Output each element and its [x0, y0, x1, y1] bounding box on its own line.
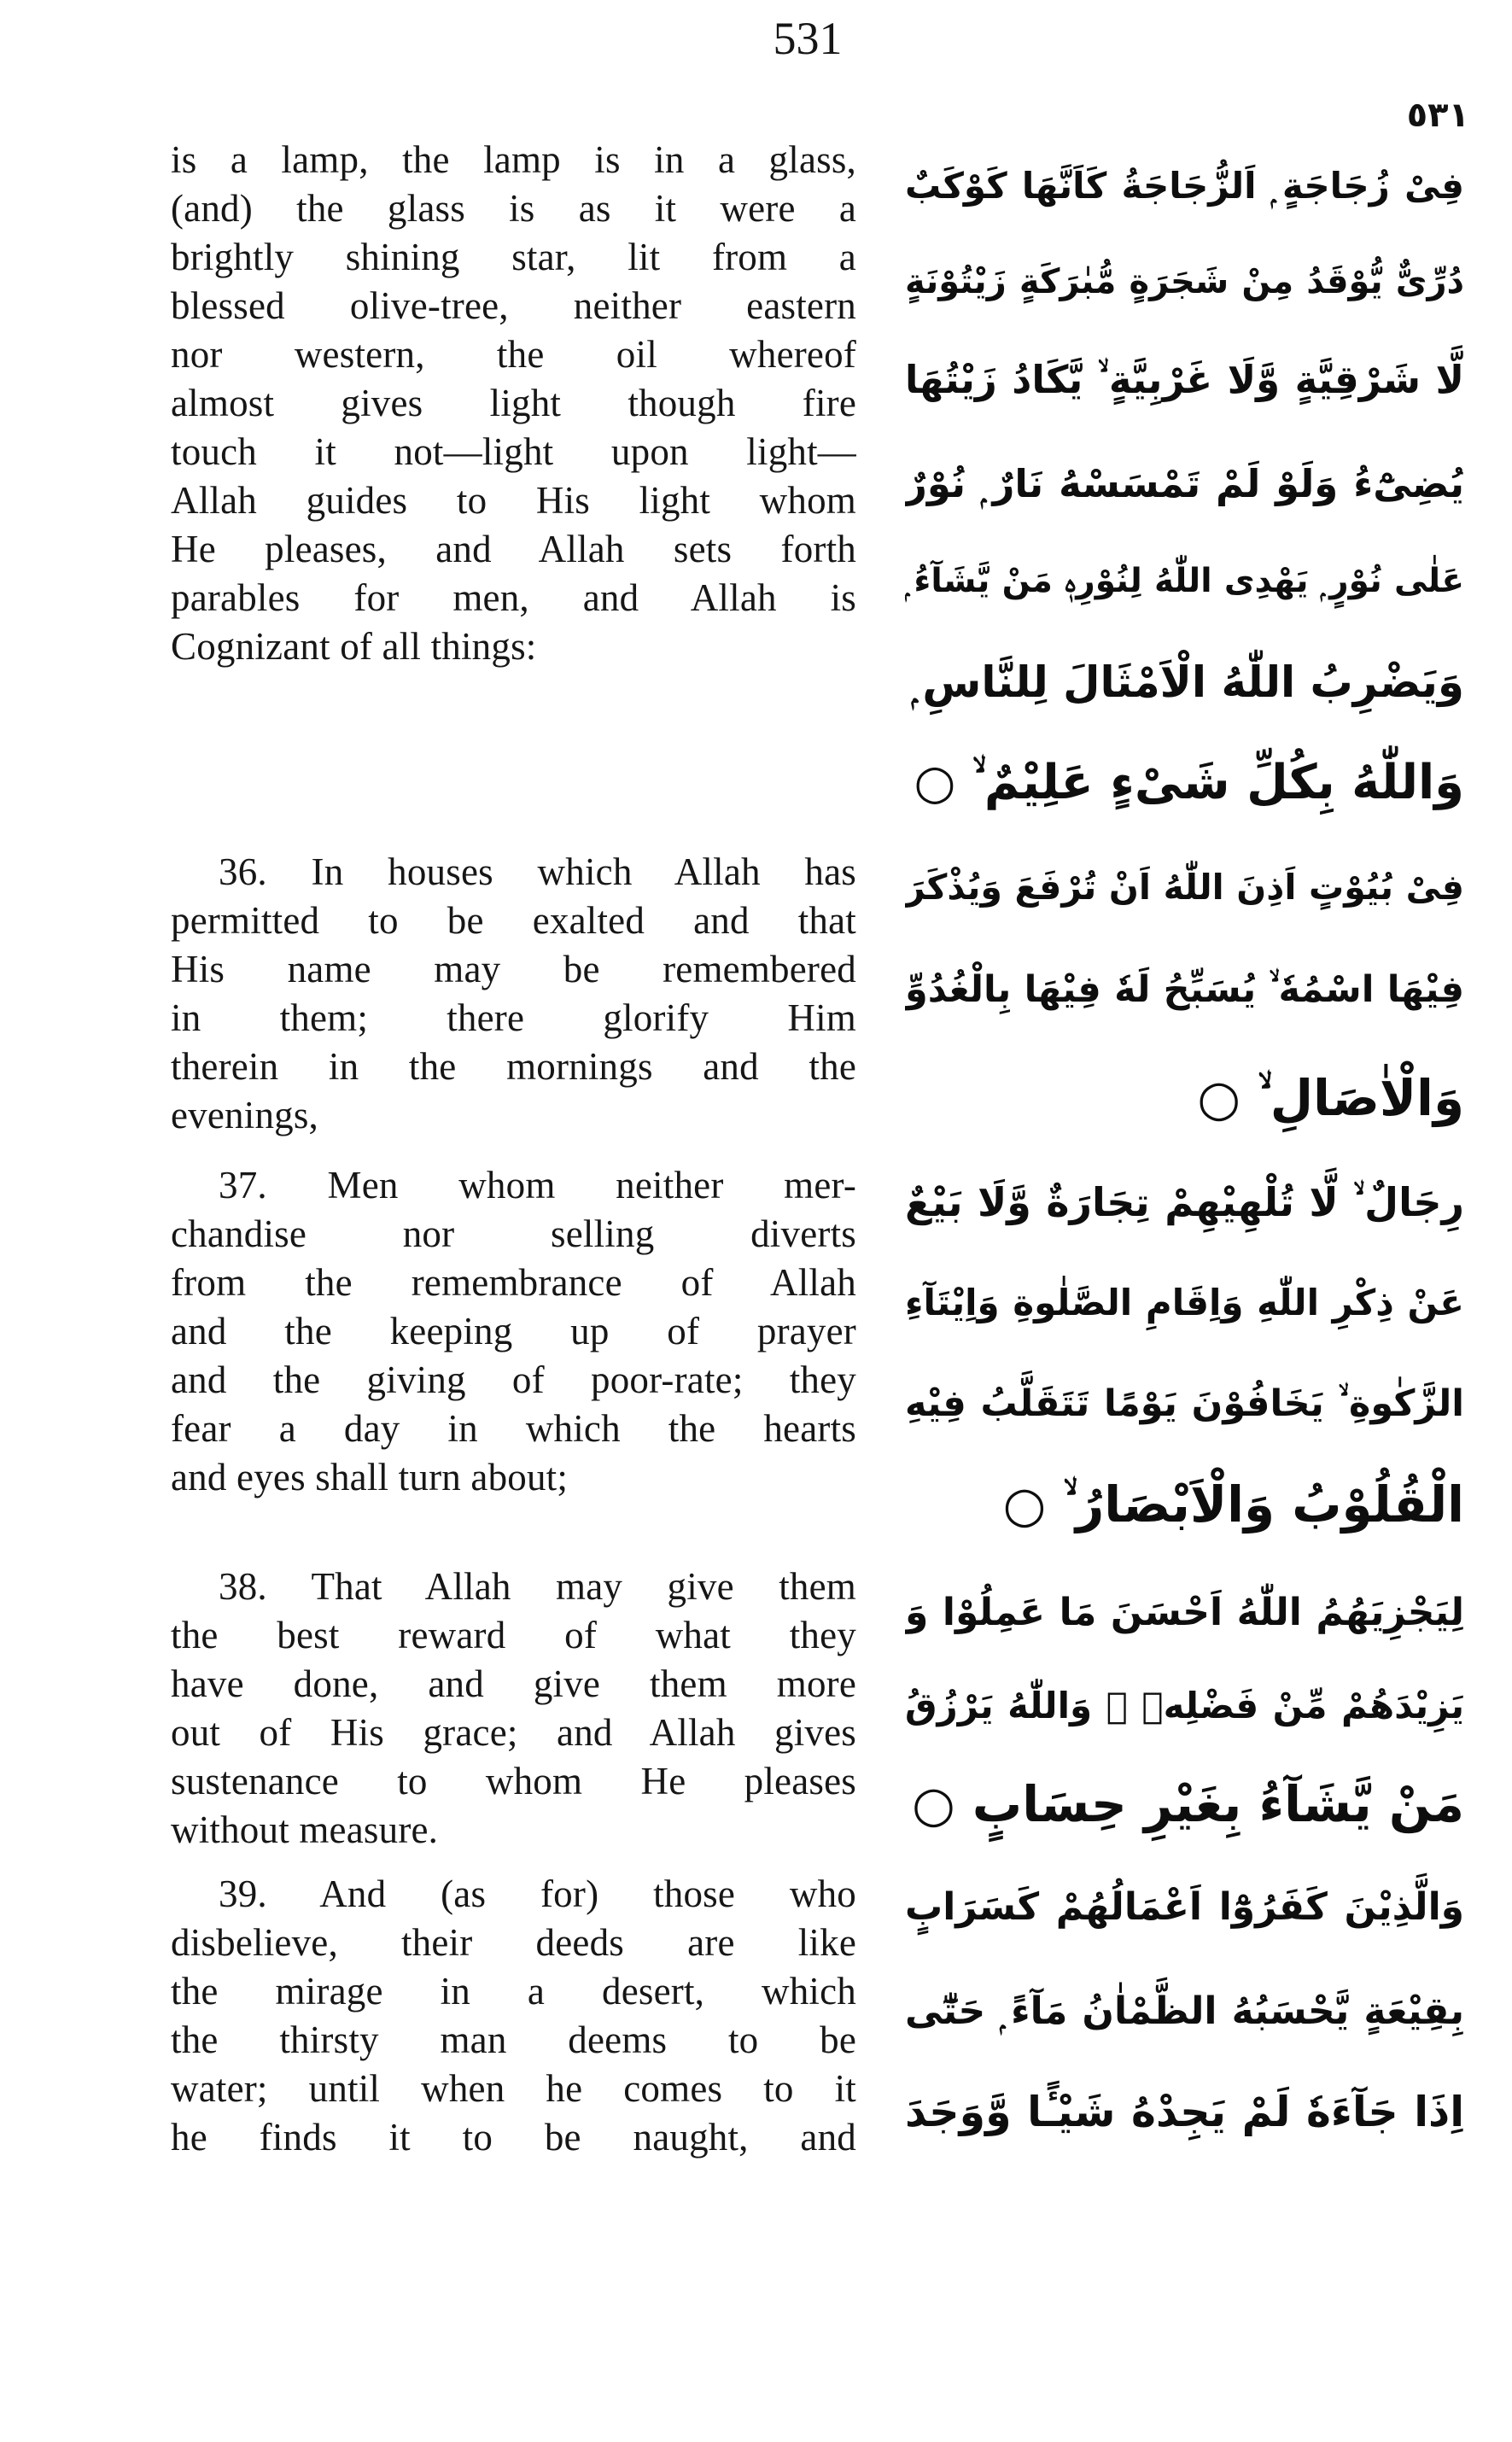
translation-line: and the giving of poor-rate; they — [171, 1358, 856, 1401]
translation-line: 36. In houses which Allah has — [219, 850, 856, 893]
translation-line: the best reward of what they — [171, 1614, 856, 1656]
translation-paragraph-verse-38 — [171, 1563, 856, 1855]
translation-line: fear a day in which the hearts — [171, 1407, 856, 1450]
translation-line: disbelieve, their deeds are like — [171, 1921, 856, 1964]
translation-line: touch it not—light upon light— — [171, 430, 856, 473]
translation-line: he finds it to be naught, and — [171, 2116, 856, 2159]
arabic-line: وَالْاٰصَالِ ۙ ○ — [1197, 1069, 1464, 1127]
translation-line: in them; there glorify Him — [171, 996, 856, 1039]
translation-line: 37. Men whom neither mer- — [219, 1164, 856, 1206]
arabic-page-number: ٥٣١ — [1406, 96, 1469, 135]
translation-line: His name may be remembered — [171, 948, 856, 990]
translation-line: therein in the mornings and the — [171, 1045, 856, 1088]
translation-line: evenings, — [171, 1094, 319, 1136]
translation-line: without measure. — [171, 1808, 439, 1851]
translation-line: parables for men, and Allah is — [171, 576, 856, 619]
arabic-line: عَنْ ذِكْرِ اللّٰهِ وَاِقَامِ الصَّلٰوةِ وَاِيْتَآءِ — [905, 1282, 1464, 1323]
translation-line: permitted to be exalted and that — [171, 899, 856, 942]
translation-line: almost gives light though fire — [171, 382, 856, 424]
translation-line: out of His grace; and Allah gives — [171, 1711, 856, 1754]
arabic-line: فِىْ زُجَاجَةٍ ۭ اَلزُّجَاجَةُ كَاَنَّهَا كَوْكَبٌ — [905, 165, 1464, 207]
translation-line: sustenance to whom He pleases — [171, 1760, 856, 1802]
translation-line: Cognizant of all things: — [171, 625, 537, 668]
translation-paragraph-verse-39 — [171, 1870, 856, 2162]
translation-line: chandise nor selling diverts — [171, 1212, 856, 1255]
translation-line: nor western, the oil whereof — [171, 333, 856, 376]
translation-line: Allah guides to His light whom — [171, 479, 856, 522]
translation-line: He pleases, and Allah sets forth — [171, 528, 856, 570]
arabic-line: وَيَضْرِبُ اللّٰهُ الْاَمْثَالَ لِلنَّاسِ ۭ — [911, 657, 1464, 707]
arabic-line: بِقِيْعَةٍ يَّحْسَبُهُ الظَّمْاٰنُ مَآءً ۭ حَتّٰٓى — [905, 1989, 1464, 2033]
arabic-line: دُرِّىٌّ يُّوْقَدُ مِنْ شَجَرَةٍ مُّبٰرَكَةٍ زَيْتُوْنَةٍ — [905, 262, 1464, 301]
translation-line: (and) the glass is as it were a — [171, 187, 856, 230]
arabic-line: وَالَّذِيْنَ كَفَرُوْٓا اَعْمَالُهُمْ كَسَرَابٍ — [905, 1885, 1464, 1929]
translation-line: from the remembrance of Allah — [171, 1261, 856, 1304]
translation-line: blessed olive-tree, neither eastern — [171, 284, 856, 327]
arabic-line: رِجَالٌ ۙ لَّا تُلْهِيْهِمْ تِجَارَةٌ وَّلَا بَيْعٌ — [905, 1179, 1464, 1225]
arabic-line: لِيَجْزِيَهُمُ اللّٰهُ اَحْسَنَ مَا عَمِلُوْا وَ — [905, 1591, 1464, 1634]
translation-line: and eyes shall turn about; — [171, 1456, 569, 1498]
arabic-line: فِيْهَا اسْمُهٗ ۙ يُسَبِّحُ لَهٗ فِيْهَا بِالْغُدُوِّ — [905, 968, 1464, 1011]
translation-paragraph-verse-36 — [171, 848, 856, 1140]
english-translation-column — [171, 0, 856, 2442]
arabic-line: يُضِىْٓءُ وَلَوْ لَمْ تَمْسَسْهُ نَارٌ ۭ نُوْرٌ — [905, 461, 1464, 506]
arabic-line: اِذَا جَآءَهٗ لَمْ يَجِدْهُ شَيْـًٔا وَّوَجَدَ — [905, 2088, 1464, 2136]
translation-line: the mirage in a desert, which — [171, 1970, 856, 2013]
translation-line: water; until when he comes to it — [171, 2067, 856, 2110]
arabic-line: فِىْ بُيُوْتٍ اَذِنَ اللّٰهُ اَنْ تُرْفَعَ وَيُذْكَرَ — [905, 867, 1464, 908]
page-number: 531 — [773, 13, 843, 64]
arabic-line: وَاللّٰهُ بِكُلِّ شَىْءٍ عَلِيْمٌ ۙ ○ — [914, 755, 1464, 810]
arabic-line: مَنْ يَّشَآءُ بِغَيْرِ حِسَابٍ ○ — [912, 1775, 1464, 1833]
translation-line: have done, and give them more — [171, 1662, 856, 1705]
translation-line: 39. And (as for) those who — [219, 1872, 856, 1915]
translation-line: the thirsty man deems to be — [171, 2018, 856, 2061]
arabic-line: الْقُلُوْبُ وَالْاَبْصَارُ ۙ ○ — [1002, 1475, 1464, 1534]
translation-paragraph-verse-35-continuation — [171, 136, 856, 671]
arabic-line: الزَّكٰوةِ ۙ يَخَافُوْنَ يَوْمًا تَتَقَلَّبُ فِيْهِ — [905, 1382, 1464, 1425]
translation-paragraph-verse-37 — [171, 1161, 856, 1502]
arabic-text-column — [905, 0, 1464, 2442]
arabic-line: عَلٰى نُوْرٍ ۭ يَهْدِى اللّٰهُ لِنُوْرِهٖ مَنْ يَّشَآءُ ۭ — [905, 562, 1464, 600]
translation-line: 38. That Allah may give them — [219, 1565, 856, 1608]
translation-line: is a lamp, the lamp is in a glass, — [171, 138, 856, 181]
arabic-line: لَّا شَرْقِيَّةٍ وَّلَا غَرْبِيَّةٍ ۙ يَّكَادُ زَيْتُهَا — [905, 357, 1464, 402]
translation-line: brightly shining star, lit from a — [171, 236, 856, 278]
arabic-line: يَزِيْدَهُمْ مِّنْ فَضْلِهٖ ۭ وَاللّٰهُ يَرْزُقُ — [905, 1685, 1464, 1726]
translation-line: and the keeping up of prayer — [171, 1310, 856, 1352]
